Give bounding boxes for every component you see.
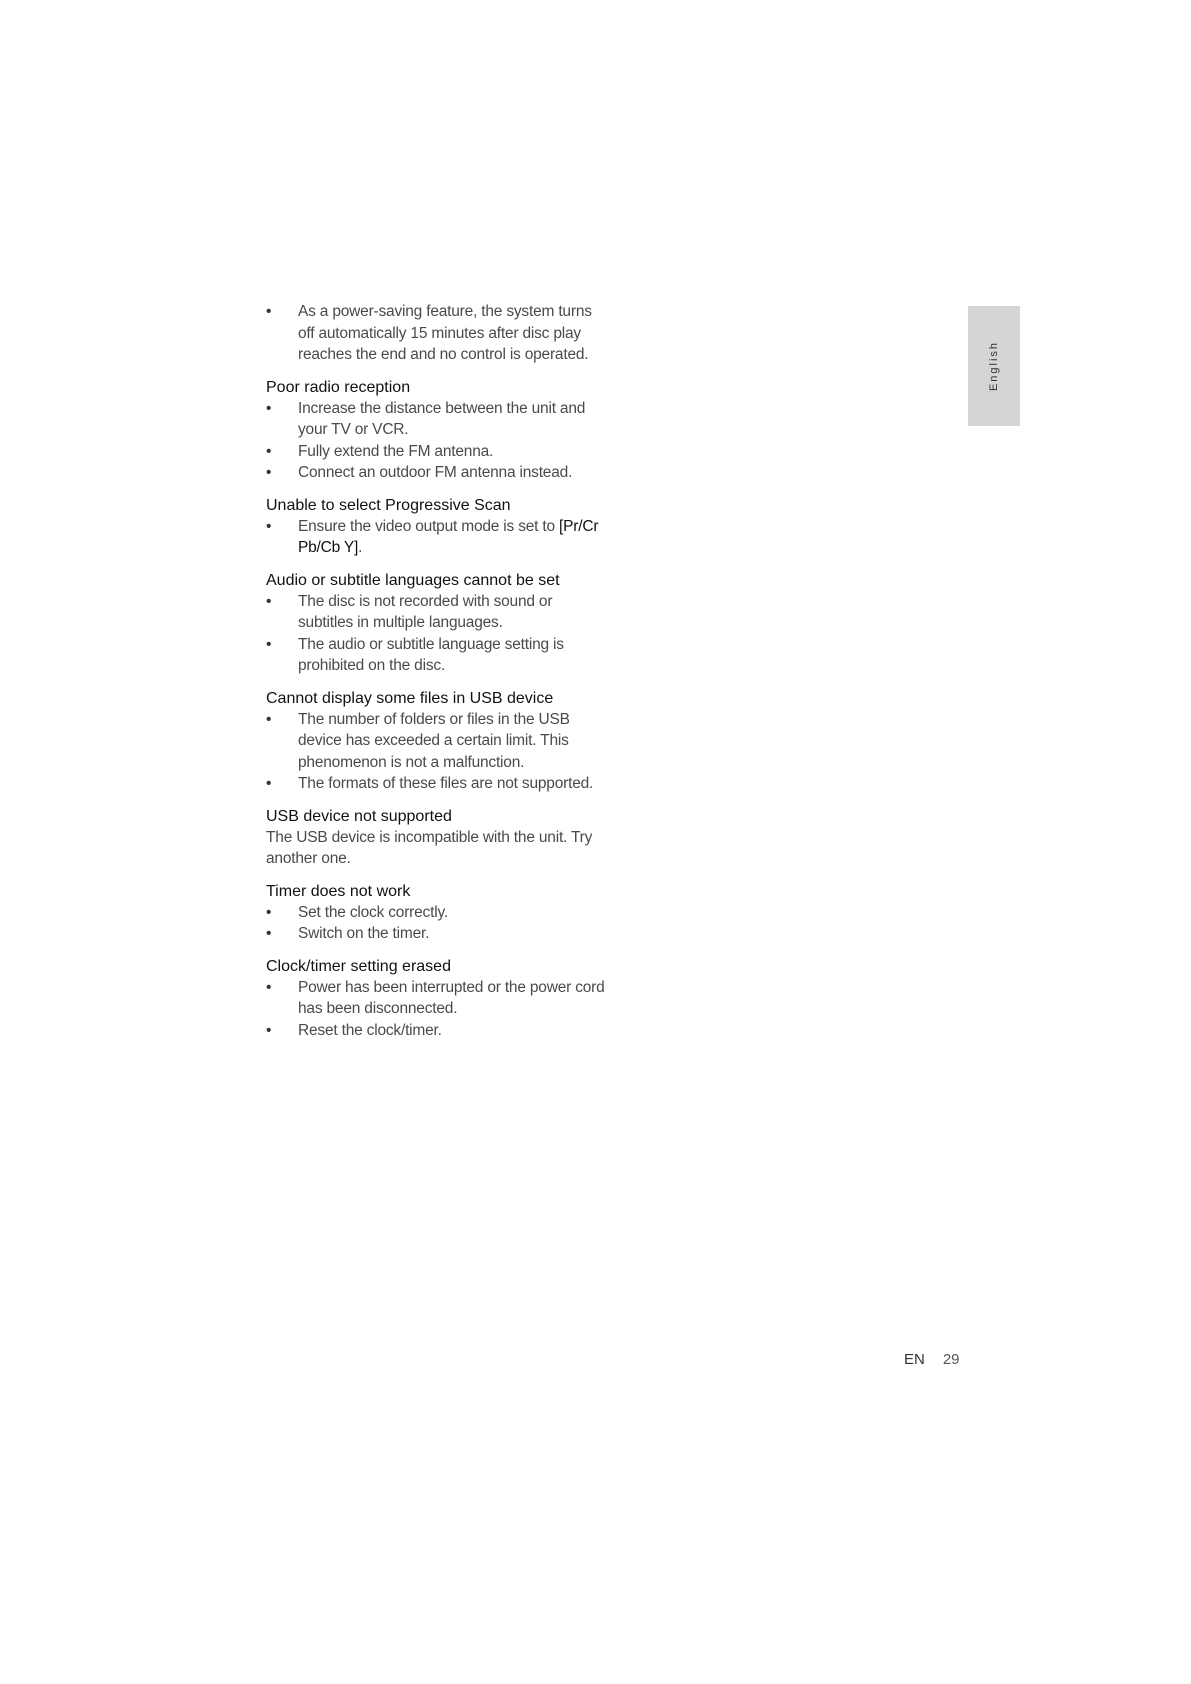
list-item: • Set the clock correctly. [266,903,448,921]
list-item: • Ensure the video output mode is set to [Pr/Cr Pb/Cb Y]. [266,517,599,556]
list-item: • Switch on the timer. [266,925,430,942]
list-item: • Fully extend the FM antenna. [266,442,494,460]
section-usb-not-supported [266,806,606,870]
section-heading: Poor radio reception [266,378,411,396]
page-number: 29 [942,1351,960,1368]
list-item: • Connect an outdoor FM antenna instead. [266,464,573,481]
section-progressive-scan [266,495,606,559]
language-code: EN [904,1351,925,1368]
section-heading: Clock/timer setting erased [266,957,451,975]
list-item: • Reset the clock/timer. [266,1021,442,1039]
language-tab-label: English [988,340,1000,392]
list-item: • The disc is not recorded with sound or subtitles in multiple languages. [266,592,553,631]
section-heading: Unable to select Progressive Scan [266,496,511,514]
section-audio-subtitle-languages [266,570,606,677]
list-item: • As a power-saving feature, the system turns off automatically 15 minutes after disc play reaches the end and no control is operated. [266,303,592,363]
language-tab [968,306,1020,426]
intro-list [266,301,606,366]
list-item: • The number of folders or files in the USB device has exceeded a certain limit. This phenomenon is not a malfunction. [266,710,570,771]
section-heading: Audio or subtitle languages cannot be set [266,571,560,589]
section-paragraph: The USB device is incompatible with the unit. Try another one. [266,828,593,867]
section-usb-files [266,688,606,795]
list-item: • The formats of these files are not supported. [266,775,594,792]
section-timer [266,881,606,945]
page-footer [904,1351,960,1368]
section-heading: USB device not supported [266,807,452,825]
section-poor-radio-reception [266,377,606,484]
section-heading: Timer does not work [266,882,411,900]
troubleshooting-column [266,301,606,1052]
output-mode-value: [Pr/Cr Pb/Cb Y] [298,517,599,556]
section-clock-timer-erased [266,956,606,1042]
section-heading: Cannot display some files in USB device [266,689,554,707]
list-item: • Power has been interrupted or the power cord has been disconnected. [266,978,605,1017]
intro-section [266,301,606,366]
list-item: • Increase the distance between the unit and your TV or VCR. [266,399,586,438]
list-item: • The audio or subtitle language setting is prohibited on the disc. [266,635,564,674]
